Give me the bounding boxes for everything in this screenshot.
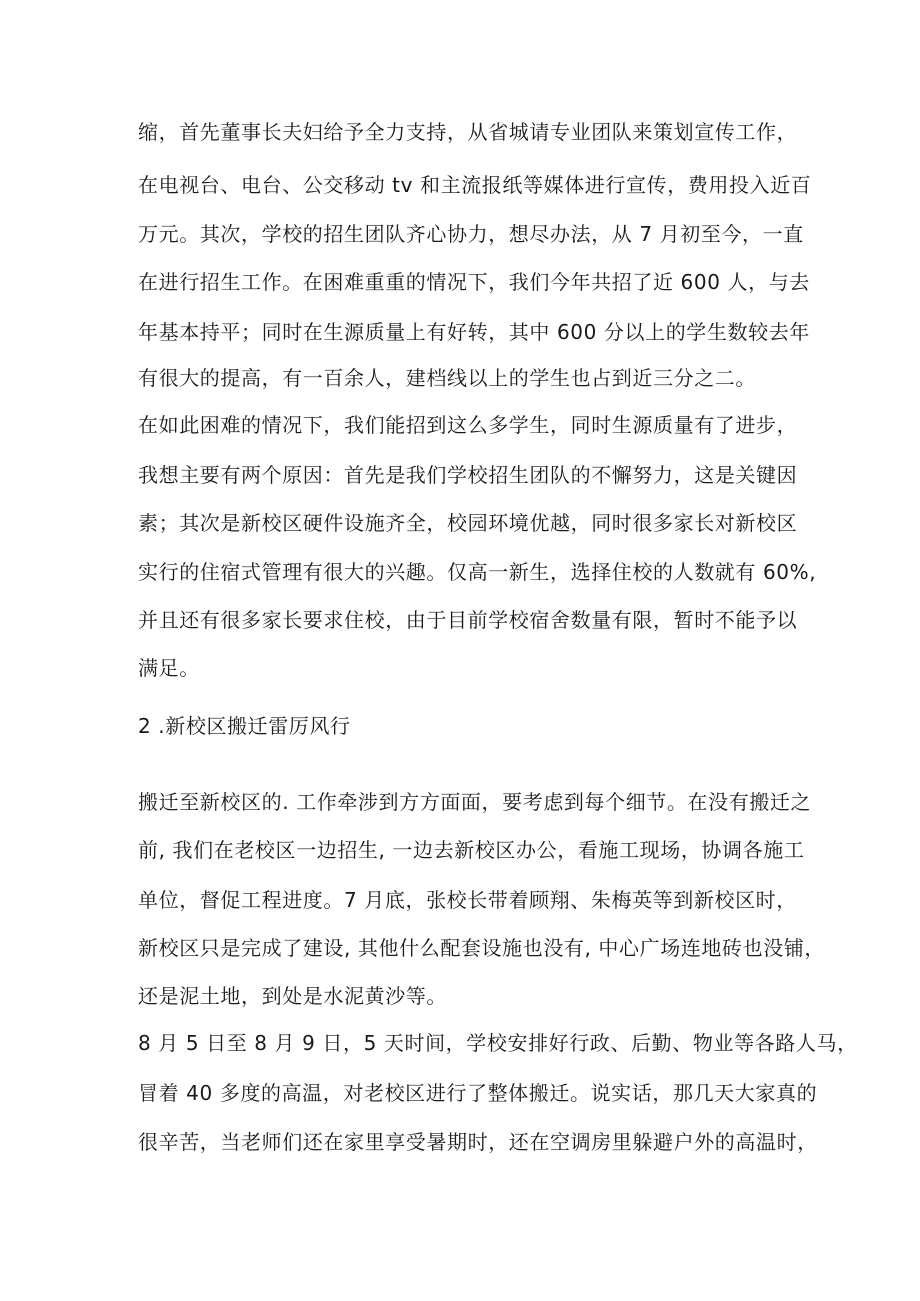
paragraph-3-line-4: 新校区只是完成了建设, 其他什么配套设施也没有, 中心广场连地砖也没铺， (138, 936, 826, 960)
paragraph-1-line-1: 缩，首先董事长夫妇给予全力支持，从省城请专业团队来策划宣传工作， (138, 120, 798, 144)
paragraph-2-line-2: 我想主要有两个原因：首先是我们学校招生团队的不懈努力，这是关键因 (138, 463, 798, 487)
paragraph-1-line-6: 有很大的提高，有一百余人，建档线以上的学生也占到近三分之二。 (138, 366, 756, 390)
section-heading: 2 .新校区搬迁雷厉风行 (138, 714, 351, 738)
paragraph-1-line-3: 万元。其次，学校的招生团队齐心协力，想尽办法，从 7 月初至今，一直 (138, 222, 804, 246)
paragraph-2-line-1: 在如此困难的情况下，我们能招到这么多学生，同时生源质量有了进步， (138, 413, 798, 437)
paragraph-2-line-6: 满足。 (138, 656, 200, 680)
paragraph-2-line-5: 并且还有很多家长要求住校，由于目前学校宿舍数量有限，暂时不能予以 (138, 608, 798, 632)
paragraph-3-line-1: 搬迁至新校区的. 工作牵涉到方方面面，要考虑到每个细节。在没有搬迁之 (138, 790, 812, 814)
paragraph-4-line-2: 冒着 40 多度的高温，对老校区进行了整体搬迁。说实话，那几天大家真的 (138, 1081, 818, 1105)
paragraph-2-line-3: 素；其次是新校区硬件设施齐全，校园环境优越，同时很多家长对新校区 (138, 511, 798, 535)
paragraph-4-line-1: 8 月 5 日至 8 月 9 日，5 天时间，学校安排好行政、后勤、物业等各路人马， (138, 1031, 858, 1055)
paragraph-3-line-3: 单位，督促工程进度。7 月底，张校长带着顾翔、朱梅英等到新校区时， (138, 888, 797, 912)
paragraph-4-line-3: 很辛苦，当老师们还在家里享受暑期时，还在空调房里躲避户外的高温时， (138, 1130, 818, 1154)
paragraph-2-line-4: 实行的住宿式管理有很大的兴趣。仅高一新生，选择住校的人数就有 60%, (138, 560, 817, 584)
paragraph-3-line-5: 还是泥土地，到处是水泥黄沙等。 (138, 984, 447, 1008)
paragraph-1-line-2: 在电视台、电台、公交移动 tv 和主流报纸等媒体进行宣传，费用投入近百 (138, 173, 812, 197)
paragraph-1-line-4: 在进行招生工作。在困难重重的情况下，我们今年共招了近 600 人，与去 (138, 270, 810, 294)
paragraph-3-line-2: 前, 我们在老校区一边招生, 一边去新校区办公，看施工现场，协调各施工 (138, 838, 805, 862)
paragraph-1-line-5: 年基本持平；同时在生源质量上有好转，其中 600 分以上的学生数较去年 (138, 320, 810, 344)
